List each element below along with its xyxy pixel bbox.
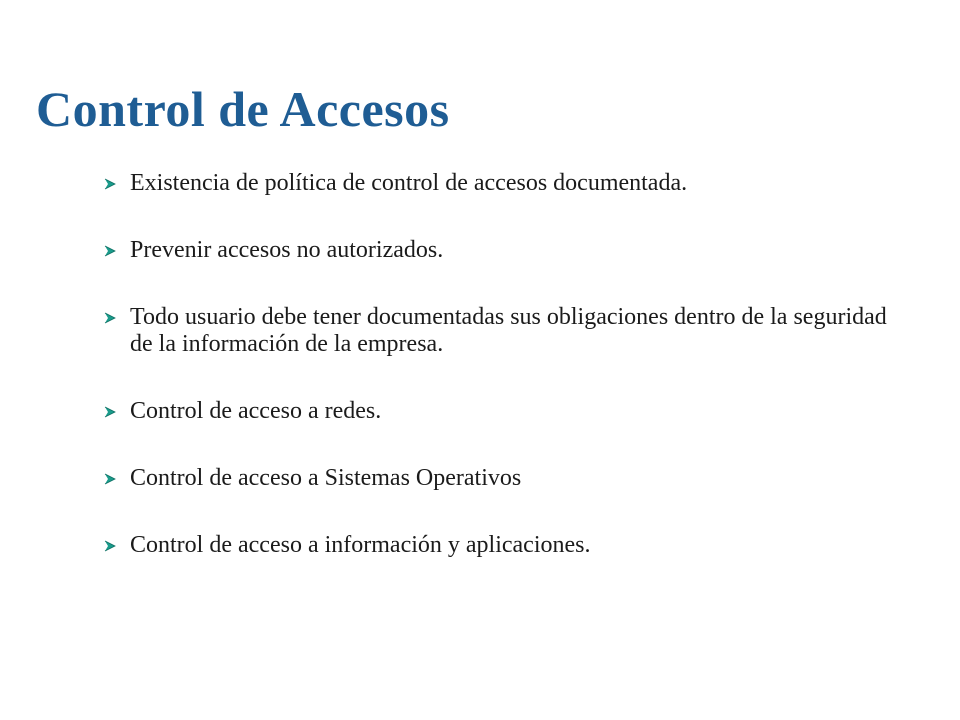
list-item-text: Control de acceso a información y aplicaciones. xyxy=(130,532,591,558)
arrow-bullet-icon xyxy=(104,540,116,552)
arrow-bullet-icon xyxy=(104,473,116,485)
arrow-bullet-icon xyxy=(104,406,116,418)
bullet-list xyxy=(104,170,904,599)
list-item-text: Todo usuario debe tener documentadas sus obligaciones dentro de la seguridad de la información de la empresa. xyxy=(130,304,887,357)
list-item xyxy=(104,170,904,197)
list-item-text: Existencia de política de control de accesos documentada. xyxy=(130,170,688,196)
list-item xyxy=(104,304,904,358)
list-item xyxy=(104,532,904,559)
arrow-bullet-icon xyxy=(104,178,116,190)
arrow-bullet-icon xyxy=(104,245,116,257)
list-item xyxy=(104,398,904,425)
arrow-bullet-icon xyxy=(104,312,116,324)
list-item xyxy=(104,465,904,492)
list-item-text: Prevenir accesos no autorizados. xyxy=(130,237,444,263)
list-item xyxy=(104,237,904,264)
list-item-text: Control de acceso a redes. xyxy=(130,398,382,424)
list-item-text: Control de acceso a Sistemas Operativos xyxy=(130,465,522,491)
page-title: Control de Accesos xyxy=(36,81,450,137)
